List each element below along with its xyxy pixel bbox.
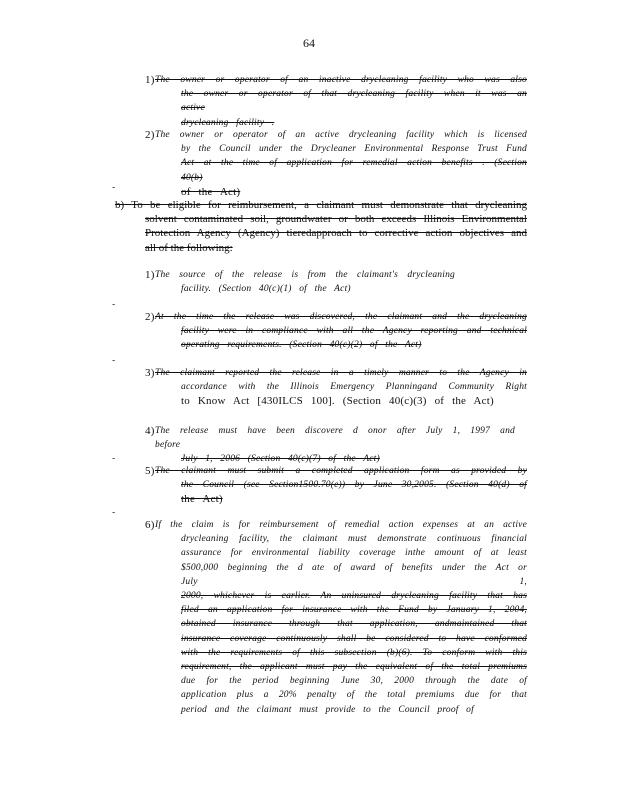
- change-marker: -: [112, 299, 116, 310]
- item-b3-line: to Know Act [430ILCS 100]. (Section 40(c)(3) of the Act): [181, 395, 494, 408]
- item-b6-line: If the claim is for reimbursement of remedial action expenses at an active: [155, 520, 527, 530]
- paragraph-b-line: Protection Agency (Agency) tieredapproach to corrective action objectives and: [145, 227, 527, 240]
- paragraph-b-line: solvent contaminated soil, groundwater or both exceeds Illinois Environmental: [145, 213, 527, 226]
- item-b3-number: 3): [145, 367, 155, 379]
- item-b4-line: July 1, 2006 (Section 40(c)(7) of the Act): [181, 454, 380, 465]
- item-b6-line: due for the period beginning June 30, 2000 through the date of: [181, 676, 527, 687]
- paragraph-b-text: To be eligible for reimbursement, a claimant must demonstrate that drycleaning: [131, 199, 527, 211]
- item-b5-line: the Act): [181, 493, 223, 506]
- item-b5: [145, 464, 527, 507]
- item-b6-line: filed an application for insurance with the Fund by January 1, 2004,: [181, 605, 527, 616]
- item-b6-line: requirement, the applicant must pay the equivalent of the total premiums: [181, 662, 527, 673]
- item-b3-line: accordance with the Illinois Emergency Planningand Community Right: [181, 382, 527, 393]
- item-b6-line: with the requirements of this subsection (b)(6). To conform with this: [181, 647, 527, 658]
- change-marker: -: [112, 182, 116, 193]
- paragraph-b-line: all of the following:: [145, 241, 233, 254]
- item-b6-line: obtained insurance through that application, andmaintained that: [181, 619, 527, 630]
- change-marker: -: [112, 453, 116, 464]
- item-b3: [145, 366, 527, 409]
- change-marker: -: [112, 355, 116, 366]
- item-b1-line: The source of the release is from the claimant's drycleaning: [155, 270, 455, 280]
- item-b6-line: application plus a 20% penalty of the total premiums due for that: [181, 690, 527, 701]
- item-b2-line: facility were in compliance with all the Agency reporting and technical: [181, 326, 527, 337]
- item-b4-number: 4): [145, 425, 155, 437]
- item-b1: [145, 268, 455, 296]
- item-b5-number: 5): [145, 465, 155, 477]
- item-b6-line: insurance coverage continuously shall be considered to have conformed: [181, 633, 527, 644]
- item-b6-line: $500,000 beginning the d ate of award of benefits under the Act or July 1,: [181, 562, 527, 587]
- item-b2: [145, 310, 527, 353]
- item-b6-line: drycleaning facility, the claimant must demonstrate continuous financial: [181, 534, 527, 545]
- item-b2-line: operating requirements. (Section 40(c)(2) of the Act): [181, 340, 422, 351]
- item-a2-line: Act at the time of application for remedial action benefits . (Section 40(b): [181, 158, 527, 183]
- item-a2-line: of the Act): [181, 185, 241, 198]
- item-b2-number: 2): [145, 311, 155, 323]
- item-a2: [145, 128, 527, 199]
- item-b1-number: 1): [145, 269, 155, 281]
- change-marker: -: [112, 507, 116, 518]
- item-b6-line: assurance for environmental liability coverage inthe amount of at least: [181, 548, 527, 559]
- item-b5-line: The claimant must submit a completed application form as provided by: [155, 466, 527, 476]
- paragraph-b: [115, 198, 527, 255]
- item-b6-line: period and the claimant must provide to the Council proof of: [181, 704, 474, 715]
- page-number: 64: [303, 36, 315, 50]
- paragraph-b-label: b): [115, 199, 125, 211]
- item-a1-line: drycleaning facility .: [181, 117, 275, 128]
- paragraph-b-line: [115, 198, 527, 212]
- item-a2-line: The owner or operator of an active drycleaning facility which is licensed: [155, 130, 527, 140]
- item-b3-line: The claimant reported the release in a timely manner to the Agency in: [155, 368, 527, 378]
- item-a1: [145, 73, 527, 130]
- item-a1-line: The owner or operator of an inactive drycleaning facility who was also: [155, 75, 527, 85]
- item-a2-number: 2): [145, 129, 155, 141]
- item-b2-line: At the time the release was discovered, the claimant and the drycleaning: [155, 312, 527, 322]
- item-b1-line: facility. (Section 40(c)(1) of the Act): [181, 284, 351, 295]
- item-b5-line: the Council (see Section1500.70(e)) by June 30,2005. (Section 40(d) of: [181, 480, 527, 491]
- item-b4-line: The release must have been discovere d onor after July 1, 1997 and before: [155, 426, 515, 451]
- item-a1-line: the owner or operator of that drycleaning facility when it was an active: [181, 89, 527, 114]
- item-b4: [145, 424, 515, 467]
- item-b6-line: 2000, whichever is earlier. An uninsured drycleaning facility that has: [181, 591, 527, 602]
- item-b6-number: 6): [145, 519, 155, 531]
- item-a2-line: by the Council under the Drycleaner Environmental Response Trust Fund: [181, 144, 527, 155]
- item-b6: [145, 518, 527, 717]
- item-a1-number: 1): [145, 74, 155, 86]
